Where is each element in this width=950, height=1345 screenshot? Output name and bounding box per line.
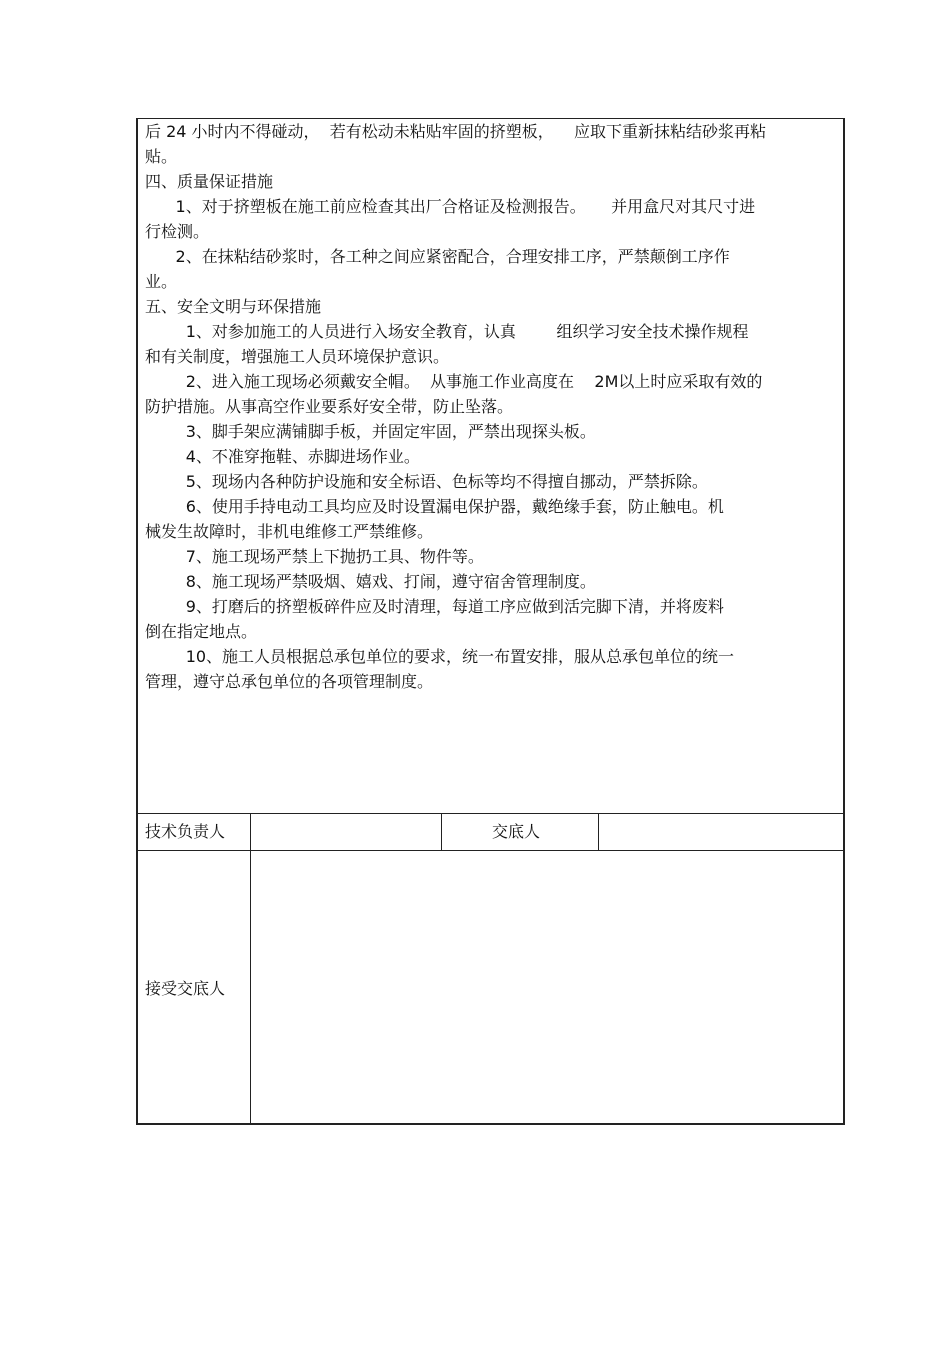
- content-line: 2、进入施工现场必须戴安全帽。 从事施工作业高度在 2M以上时应采取有效的: [145, 372, 763, 391]
- content-line: 贴。: [145, 147, 178, 166]
- receiver-label: 接受交底人: [145, 979, 226, 998]
- content-line: 业。: [145, 272, 178, 291]
- tech-lead-label-cell: [138, 813, 251, 850]
- handover-value-cell[interactable]: [599, 813, 843, 850]
- content-line: 械发生故障时，非机电维修工严禁维修。: [145, 522, 434, 541]
- content-line: 行检测。: [145, 222, 210, 241]
- section-heading: 四、质量保证措施: [145, 172, 274, 191]
- handover-label: 交底人: [492, 822, 541, 841]
- tech-lead-label: 技术负责人: [145, 822, 226, 841]
- content-line: 和有关制度，增强施工人员环境保护意识。: [145, 347, 450, 366]
- tech-lead-value-cell[interactable]: [251, 813, 442, 850]
- content-line: 2、在抹粘结砂浆时，各工种之间应紧密配合，合理安排工序，严禁颠倒工序作: [145, 247, 730, 266]
- signature-row: [138, 813, 843, 851]
- section-heading: 五、安全文明与环保措施: [145, 297, 322, 316]
- content-line: 4、不准穿拖鞋、赤脚进场作业。: [145, 447, 420, 466]
- content-line: 1、对参加施工的人员进行入场安全教育，认真 组织学习安全技术操作规程: [145, 322, 749, 341]
- content-line: 后 24 小时内不得碰动， 若有松动未粘贴牢固的挤塑板， 应取下重新抹粘结砂浆再粘: [145, 122, 767, 141]
- content-line: 管理，遵守总承包单位的各项管理制度。: [145, 672, 434, 691]
- content-line: 10、施工人员根据总承包单位的要求，统一布置安排，服从总承包单位的统一: [145, 647, 735, 666]
- receiver-label-cell: [138, 851, 251, 1124]
- content-line: 7、施工现场严禁上下抛扔工具、物件等。: [145, 547, 484, 566]
- content-line: 6、使用手持电动工具均应及时设置漏电保护器，戴绝缘手套，防止触电。机: [145, 497, 724, 516]
- content-line: 1、对于挤塑板在施工前应检查其出厂合格证及检测报告。 并用盒尺对其尺寸进: [145, 197, 756, 216]
- content-line: 5、现场内各种防护设施和安全标语、色标等均不得擅自挪动，严禁拆除。: [145, 472, 708, 491]
- content-section: [138, 119, 843, 814]
- content-line: 3、脚手架应满铺脚手板，并固定牢固，严禁出现探头板。: [145, 422, 596, 441]
- receiver-value-cell[interactable]: [251, 851, 843, 1124]
- content-line: 9、打磨后的挤塑板碎件应及时清理，每道工序应做到活完脚下清，并将废料: [145, 597, 724, 616]
- content-line: 8、施工现场严禁吸烟、嬉戏、打闹，遵守宿舍管理制度。: [145, 572, 596, 591]
- handover-label-cell: [442, 813, 599, 850]
- content-line: 防护措施。从事高空作业要系好安全带，防止坠落。: [145, 397, 514, 416]
- receiver-row: [138, 851, 843, 1124]
- content-line: 倒在指定地点。: [145, 622, 258, 641]
- handover-form: [136, 118, 845, 1125]
